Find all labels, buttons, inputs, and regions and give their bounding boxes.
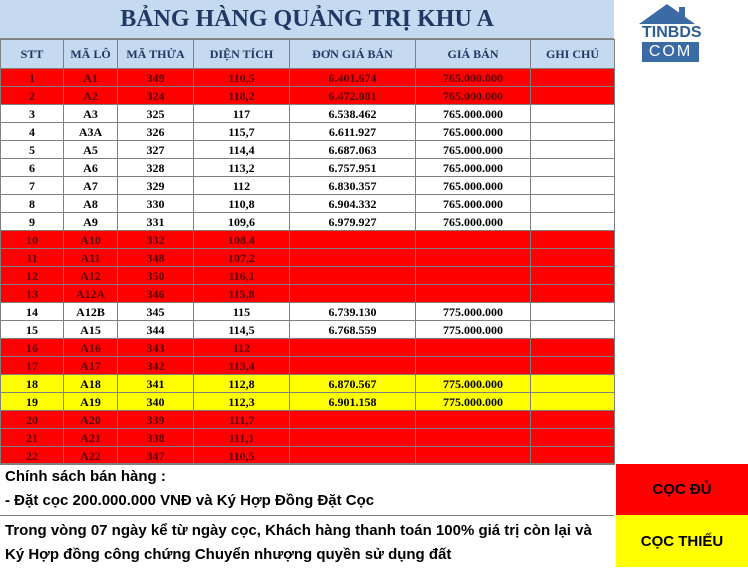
- cell-don-gia-ban: 6.979.927: [290, 213, 416, 231]
- cell-dien-tich: 110,5: [194, 69, 290, 87]
- cell-ma-lo: A17: [64, 357, 118, 375]
- cell-ma-thua: 346: [118, 285, 194, 303]
- table-row: [1, 321, 615, 339]
- cell-ma-thua: 342: [118, 357, 194, 375]
- cell-dien-tich: 118,2: [194, 87, 290, 105]
- page-title: BẢNG HÀNG QUẢNG TRỊ KHU A: [0, 0, 614, 39]
- table-row: [1, 357, 615, 375]
- header-dien-tich: DIỆN TÍCH: [194, 40, 290, 69]
- cell-ma-thua: 349: [118, 69, 194, 87]
- table-row: [1, 195, 615, 213]
- cell-stt: 10: [1, 231, 64, 249]
- cell-ma-thua: 331: [118, 213, 194, 231]
- cell-don-gia-ban: 6.830.357: [290, 177, 416, 195]
- cell-stt: 11: [1, 249, 64, 267]
- table-row: [1, 429, 615, 447]
- logo-text-top: TINBDS: [642, 24, 702, 41]
- cell-don-gia-ban: 6.739.130: [290, 303, 416, 321]
- cell-stt: 16: [1, 339, 64, 357]
- cell-stt: 14: [1, 303, 64, 321]
- cell-dien-tich: 115,8: [194, 285, 290, 303]
- cell-gia-ban: 775.000.000: [416, 393, 531, 411]
- policy-deposit-line: - Đặt cọc 200.000.000 VNĐ và Ký Hợp Đồng Đặt Cọc: [5, 492, 375, 509]
- cell-don-gia-ban: [290, 411, 416, 429]
- cell-don-gia-ban: [290, 447, 416, 465]
- policy-heading: Chính sách bán hàng :: [5, 468, 166, 485]
- cell-dien-tich: 112,3: [194, 393, 290, 411]
- cell-gia-ban: [416, 411, 531, 429]
- cell-ghi-chu: [531, 303, 615, 321]
- table-row: [1, 393, 615, 411]
- table-row: [1, 267, 615, 285]
- cell-ghi-chu: [531, 123, 615, 141]
- cell-ma-lo: A7: [64, 177, 118, 195]
- cell-ma-lo: A22: [64, 447, 118, 465]
- cell-dien-tich: 111,7: [194, 411, 290, 429]
- cell-ghi-chu: [531, 195, 615, 213]
- cell-ma-lo: A18: [64, 375, 118, 393]
- cell-ma-thua: 332: [118, 231, 194, 249]
- cell-don-gia-ban: 6.687.063: [290, 141, 416, 159]
- cell-ghi-chu: [531, 141, 615, 159]
- cell-don-gia-ban: 6.611.927: [290, 123, 416, 141]
- cell-don-gia-ban: [290, 339, 416, 357]
- cell-ma-thua: 329: [118, 177, 194, 195]
- cell-stt: 15: [1, 321, 64, 339]
- cell-stt: 7: [1, 177, 64, 195]
- cell-stt: 8: [1, 195, 64, 213]
- table-row: [1, 447, 615, 465]
- cell-don-gia-ban: 6.472.081: [290, 87, 416, 105]
- cell-ghi-chu: [531, 159, 615, 177]
- cell-stt: 21: [1, 429, 64, 447]
- cell-ma-thua: 338: [118, 429, 194, 447]
- cell-ghi-chu: [531, 429, 615, 447]
- cell-ma-lo: A2: [64, 87, 118, 105]
- cell-gia-ban: 775.000.000: [416, 321, 531, 339]
- cell-ma-lo: A19: [64, 393, 118, 411]
- cell-gia-ban: [416, 267, 531, 285]
- cell-ghi-chu: [531, 213, 615, 231]
- cell-ghi-chu: [531, 339, 615, 357]
- cell-ma-thua: 344: [118, 321, 194, 339]
- tinbds-logo: [636, 4, 706, 62]
- cell-dien-tich: 113,4: [194, 357, 290, 375]
- cell-ma-thua: 345: [118, 303, 194, 321]
- cell-dien-tich: 114,5: [194, 321, 290, 339]
- cell-dien-tich: 108,4: [194, 231, 290, 249]
- cell-gia-ban: 765.000.000: [416, 195, 531, 213]
- cell-ma-lo: A12: [64, 267, 118, 285]
- cell-ma-lo: A1: [64, 69, 118, 87]
- cell-dien-tich: 115,7: [194, 123, 290, 141]
- cell-don-gia-ban: 6.904.332: [290, 195, 416, 213]
- cell-ma-thua: 324: [118, 87, 194, 105]
- cell-stt: 19: [1, 393, 64, 411]
- legend-short-deposit: CỌC THIẾU: [616, 515, 748, 567]
- header-don-gia-ban: ĐƠN GIÁ BÁN: [290, 40, 416, 69]
- cell-ghi-chu: [531, 285, 615, 303]
- cell-don-gia-ban: [290, 231, 416, 249]
- cell-ghi-chu: [531, 231, 615, 249]
- cell-ma-lo: A15: [64, 321, 118, 339]
- cell-ma-lo: A8: [64, 195, 118, 213]
- price-table: [0, 39, 615, 465]
- table-row: [1, 123, 615, 141]
- header-gia-ban: GIÁ BÁN: [416, 40, 531, 69]
- cell-don-gia-ban: [290, 429, 416, 447]
- cell-gia-ban: 775.000.000: [416, 375, 531, 393]
- cell-ghi-chu: [531, 447, 615, 465]
- table-row: [1, 303, 615, 321]
- cell-gia-ban: 775.000.000: [416, 303, 531, 321]
- table-row: [1, 141, 615, 159]
- table-row: [1, 285, 615, 303]
- cell-ma-thua: 327: [118, 141, 194, 159]
- table-row: [1, 177, 615, 195]
- header-ghi-chu: GHI CHÚ: [531, 40, 615, 69]
- cell-ghi-chu: [531, 87, 615, 105]
- table-row: [1, 231, 615, 249]
- cell-gia-ban: [416, 231, 531, 249]
- cell-ma-lo: A3: [64, 105, 118, 123]
- cell-gia-ban: 765.000.000: [416, 123, 531, 141]
- table-row: [1, 159, 615, 177]
- cell-stt: 2: [1, 87, 64, 105]
- cell-ghi-chu: [531, 375, 615, 393]
- cell-stt: 13: [1, 285, 64, 303]
- cell-gia-ban: 765.000.000: [416, 87, 531, 105]
- cell-stt: 3: [1, 105, 64, 123]
- cell-ghi-chu: [531, 411, 615, 429]
- cell-don-gia-ban: 6.401.674: [290, 69, 416, 87]
- cell-stt: 9: [1, 213, 64, 231]
- cell-stt: 20: [1, 411, 64, 429]
- cell-don-gia-ban: [290, 285, 416, 303]
- header-ma-lo: MÃ LÔ: [64, 40, 118, 69]
- cell-don-gia-ban: 6.768.559: [290, 321, 416, 339]
- cell-don-gia-ban: 6.757.951: [290, 159, 416, 177]
- cell-ma-thua: 328: [118, 159, 194, 177]
- cell-gia-ban: [416, 447, 531, 465]
- cell-gia-ban: 765.000.000: [416, 105, 531, 123]
- table-row: [1, 87, 615, 105]
- cell-gia-ban: [416, 249, 531, 267]
- cell-ma-lo: A6: [64, 159, 118, 177]
- cell-gia-ban: 765.000.000: [416, 69, 531, 87]
- chimney-shape: [679, 7, 685, 19]
- cell-stt: 12: [1, 267, 64, 285]
- house-logo-icon: [639, 4, 695, 24]
- cell-ghi-chu: [531, 267, 615, 285]
- cell-dien-tich: 109,6: [194, 213, 290, 231]
- table-row: [1, 69, 615, 87]
- table-row: [1, 213, 615, 231]
- cell-ma-thua: 348: [118, 249, 194, 267]
- cell-ma-lo: A20: [64, 411, 118, 429]
- cell-ma-lo: A11: [64, 249, 118, 267]
- cell-dien-tich: 116,1: [194, 267, 290, 285]
- cell-ma-thua: 343: [118, 339, 194, 357]
- cell-ma-thua: 350: [118, 267, 194, 285]
- cell-dien-tich: 112,8: [194, 375, 290, 393]
- cell-ma-lo: A21: [64, 429, 118, 447]
- cell-stt: 4: [1, 123, 64, 141]
- table-row: [1, 375, 615, 393]
- cell-ma-thua: 325: [118, 105, 194, 123]
- cell-ma-lo: A9: [64, 213, 118, 231]
- table-row: [1, 339, 615, 357]
- cell-don-gia-ban: [290, 249, 416, 267]
- cell-ghi-chu: [531, 249, 615, 267]
- table-row: [1, 249, 615, 267]
- cell-dien-tich: 110,5: [194, 447, 290, 465]
- cell-dien-tich: 107,2: [194, 249, 290, 267]
- cell-gia-ban: 765.000.000: [416, 141, 531, 159]
- cell-ma-lo: A5: [64, 141, 118, 159]
- cell-ghi-chu: [531, 177, 615, 195]
- cell-stt: 5: [1, 141, 64, 159]
- cell-dien-tich: 111,1: [194, 429, 290, 447]
- cell-stt: 17: [1, 357, 64, 375]
- cell-ghi-chu: [531, 393, 615, 411]
- cell-don-gia-ban: 6.901.158: [290, 393, 416, 411]
- table-row: [1, 411, 615, 429]
- cell-ma-thua: 330: [118, 195, 194, 213]
- legend-full-deposit: CỌC ĐỦ: [616, 464, 748, 515]
- sales-policy: [0, 463, 614, 567]
- cell-gia-ban: 765.000.000: [416, 177, 531, 195]
- cell-ghi-chu: [531, 357, 615, 375]
- cell-don-gia-ban: 6.870.567: [290, 375, 416, 393]
- cell-dien-tich: 112: [194, 339, 290, 357]
- cell-ma-lo: A3A: [64, 123, 118, 141]
- cell-dien-tich: 112: [194, 177, 290, 195]
- cell-ma-lo: A12A: [64, 285, 118, 303]
- cell-stt: 18: [1, 375, 64, 393]
- cell-dien-tich: 117: [194, 105, 290, 123]
- cell-gia-ban: [416, 429, 531, 447]
- cell-ma-thua: 341: [118, 375, 194, 393]
- cell-gia-ban: [416, 339, 531, 357]
- cell-dien-tich: 113,2: [194, 159, 290, 177]
- cell-ma-lo: A12B: [64, 303, 118, 321]
- cell-stt: 22: [1, 447, 64, 465]
- cell-dien-tich: 115: [194, 303, 290, 321]
- cell-stt: 6: [1, 159, 64, 177]
- table-header-row: [1, 40, 615, 69]
- cell-ma-lo: A10: [64, 231, 118, 249]
- cell-ma-thua: 340: [118, 393, 194, 411]
- cell-ma-lo: A16: [64, 339, 118, 357]
- cell-gia-ban: 765.000.000: [416, 213, 531, 231]
- cell-gia-ban: [416, 357, 531, 375]
- logo-text-bottom: COM: [642, 42, 699, 62]
- cell-don-gia-ban: 6.538.462: [290, 105, 416, 123]
- policy-payment-line: Trong vòng 07 ngày kể từ ngày cọc, Khách hàng thanh toán 100% giá trị còn lại và Ký Hợp đồng công chứng Chuyển nhượng quyền sử dụng đất: [0, 515, 614, 568]
- cell-gia-ban: 765.000.000: [416, 159, 531, 177]
- cell-don-gia-ban: [290, 357, 416, 375]
- header-stt: STT: [1, 40, 64, 69]
- cell-stt: 1: [1, 69, 64, 87]
- cell-gia-ban: [416, 285, 531, 303]
- cell-ghi-chu: [531, 321, 615, 339]
- cell-dien-tich: 114,4: [194, 141, 290, 159]
- cell-dien-tich: 110,8: [194, 195, 290, 213]
- cell-don-gia-ban: [290, 267, 416, 285]
- cell-ghi-chu: [531, 105, 615, 123]
- cell-ghi-chu: [531, 69, 615, 87]
- table-row: [1, 105, 615, 123]
- header-ma-thua: MÃ THỬA: [118, 40, 194, 69]
- cell-ma-thua: 347: [118, 447, 194, 465]
- cell-ma-thua: 326: [118, 123, 194, 141]
- cell-ma-thua: 339: [118, 411, 194, 429]
